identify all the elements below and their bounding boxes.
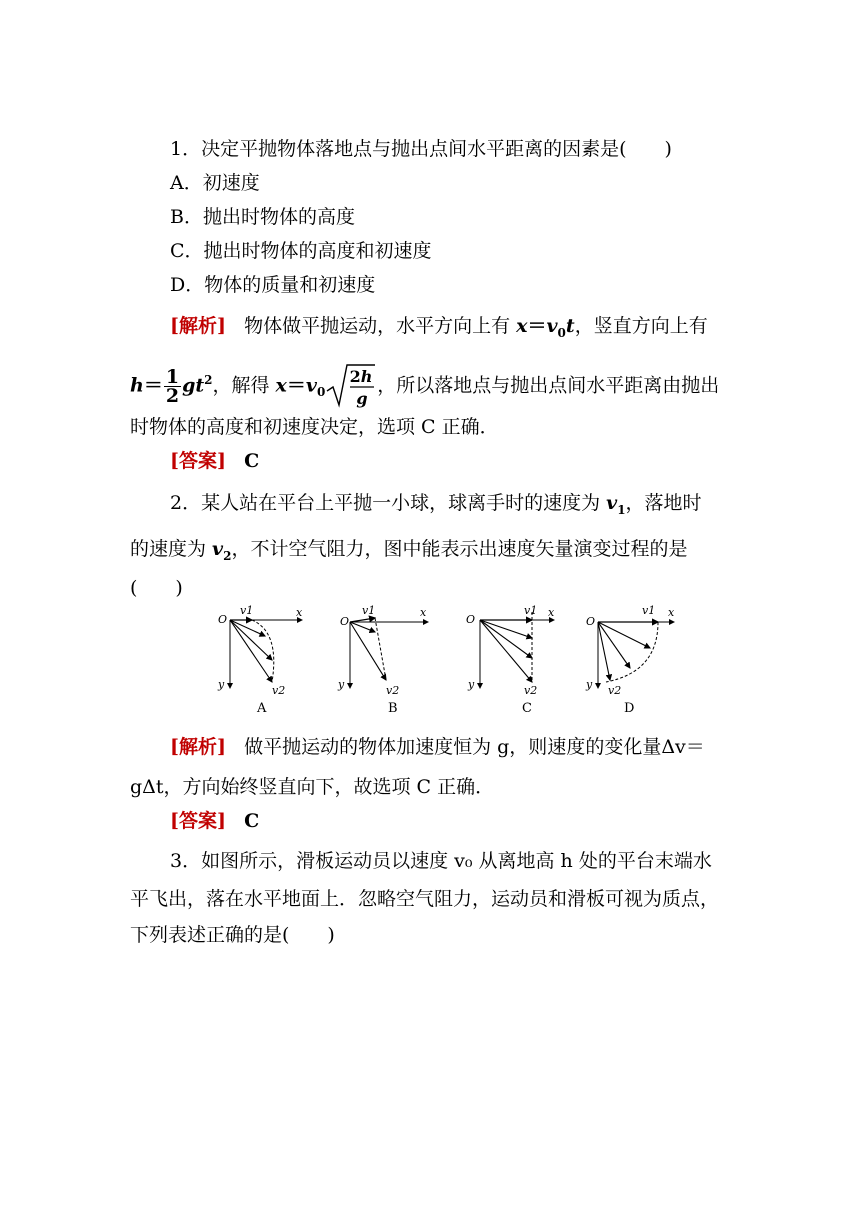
diagram-label-b: B [388, 701, 398, 716]
v1-label: v1 [362, 604, 376, 617]
sqrt-2h-over-g [325, 363, 377, 409]
q1-option-c: C．抛出时物体的高度和初速度 [170, 240, 432, 262]
answer-value: C [244, 450, 260, 472]
diagram-d [585, 604, 675, 716]
q1-analysis-line2: h＝ $\frac{1}{2}$ $gt^2$，解得 $x=v_0$ 2h g ，所以落地点与抛出点间水平距离由抛出 [130, 358, 719, 414]
analysis-text: ，解得 [212, 374, 276, 397]
axis-x-label: x [296, 606, 303, 619]
q2-stem-text: 2．某人站在平台上平抛一小球，球离手时的速度为 [170, 492, 607, 514]
q2-stem-text: 的速度为 [130, 538, 213, 560]
v2-label: v2 [524, 684, 538, 697]
v1-label: v1 [524, 604, 538, 617]
axis-x-label: x [548, 606, 555, 619]
analysis-text: 物体做平抛运动，水平方向上有 [244, 315, 517, 337]
q2-stem-line2: 的速度为 $v_2$，不计空气阻力，图中能表示出速度矢量演变过程的是 [130, 538, 688, 563]
svg-text:2h: 2h [349, 367, 373, 387]
q1-option-d: D．物体的质量和初速度 [170, 274, 376, 296]
answer-tag: [答案] [170, 810, 226, 832]
analysis-text: ，所以落地点与抛出点间水平距离由抛出 [377, 374, 720, 397]
velocity-vector-diagrams [210, 602, 680, 720]
q2-stem-line1: 2．某人站在平台上平抛一小球，球离手时的速度为 $v_1$，落地时 [170, 492, 702, 517]
diagram-label-c: C [522, 701, 532, 716]
axis-y-label: y [338, 678, 345, 691]
analysis-text: 做平抛运动的物体加速度恒为 g，则速度的变化量Δv＝ [244, 736, 705, 758]
axis-y-label: y [218, 678, 225, 691]
v1-label: v1 [642, 604, 656, 617]
diagram-c [466, 604, 555, 716]
q1-stem: 1．决定平抛物体落地点与抛出点间水平距离的因素是( ) [170, 138, 672, 160]
diagram-label-a: A [257, 701, 267, 716]
answer-tag: [答案] [170, 450, 226, 472]
axis-origin-label: O [466, 613, 476, 626]
v1-label: v1 [240, 604, 254, 617]
q3-stem-line1: 3．如图所示，滑板运动员以速度 v₀ 从离地高 h 处的平台末端水 [170, 850, 712, 872]
diagram-a [217, 604, 303, 716]
analysis-tag: [解析] [170, 315, 226, 337]
axis-y-label: y [586, 678, 593, 691]
fraction-one-half: $\frac{1}{2}$ [165, 365, 180, 407]
q2-stem-text: ，不计空气阻力，图中能表示出速度矢量演变过程的是 [231, 538, 688, 560]
q2-answer [170, 808, 259, 834]
answer-value: C [244, 810, 260, 832]
v2-label: v2 [386, 684, 400, 697]
axis-origin-label: O [586, 615, 596, 628]
q3-stem-line3: 下列表述正确的是( ) [130, 924, 335, 946]
q2-stem-text: ，落地时 [625, 492, 702, 514]
q2-analysis-line2: gΔt，方向始终竖直向下，故选项 C 正确． [130, 776, 495, 798]
q1-option-a: A．初速度 [170, 172, 260, 194]
q1-analysis-line3: 时物体的高度和初速度决定，选项 C 正确． [130, 416, 499, 438]
svg-text:g: g [356, 389, 368, 409]
q1-option-b: B．抛出时物体的高度 [170, 206, 355, 228]
axis-origin-label: O [340, 615, 350, 628]
q3-stem-line2: 平飞出，落在水平地面上．忽略空气阻力，运动员和滑板可视为质点， [130, 888, 720, 910]
analysis-text: ，竖直方向上有 [574, 315, 708, 337]
q2-analysis-line1 [170, 734, 705, 760]
formula-h: h [130, 374, 144, 397]
analysis-tag: [解析] [170, 736, 226, 758]
q2-stem-line3: ( ) [130, 577, 183, 599]
q1-analysis-line1: [解析] 物体做平抛运动，水平方向上有 $x=v_0t$，竖直方向上有 [170, 315, 708, 340]
axis-x-label: x [420, 606, 427, 619]
v2-label: v2 [608, 684, 622, 697]
axis-x-label: x [668, 606, 675, 619]
v2-label: v2 [272, 684, 286, 697]
diagram-b [337, 604, 428, 716]
formula-x-v0t: x [516, 315, 528, 337]
q1-answer [170, 448, 259, 474]
axis-y-label: y [468, 678, 475, 691]
diagram-label-d: D [624, 701, 635, 716]
axis-origin-label: O [218, 613, 228, 626]
